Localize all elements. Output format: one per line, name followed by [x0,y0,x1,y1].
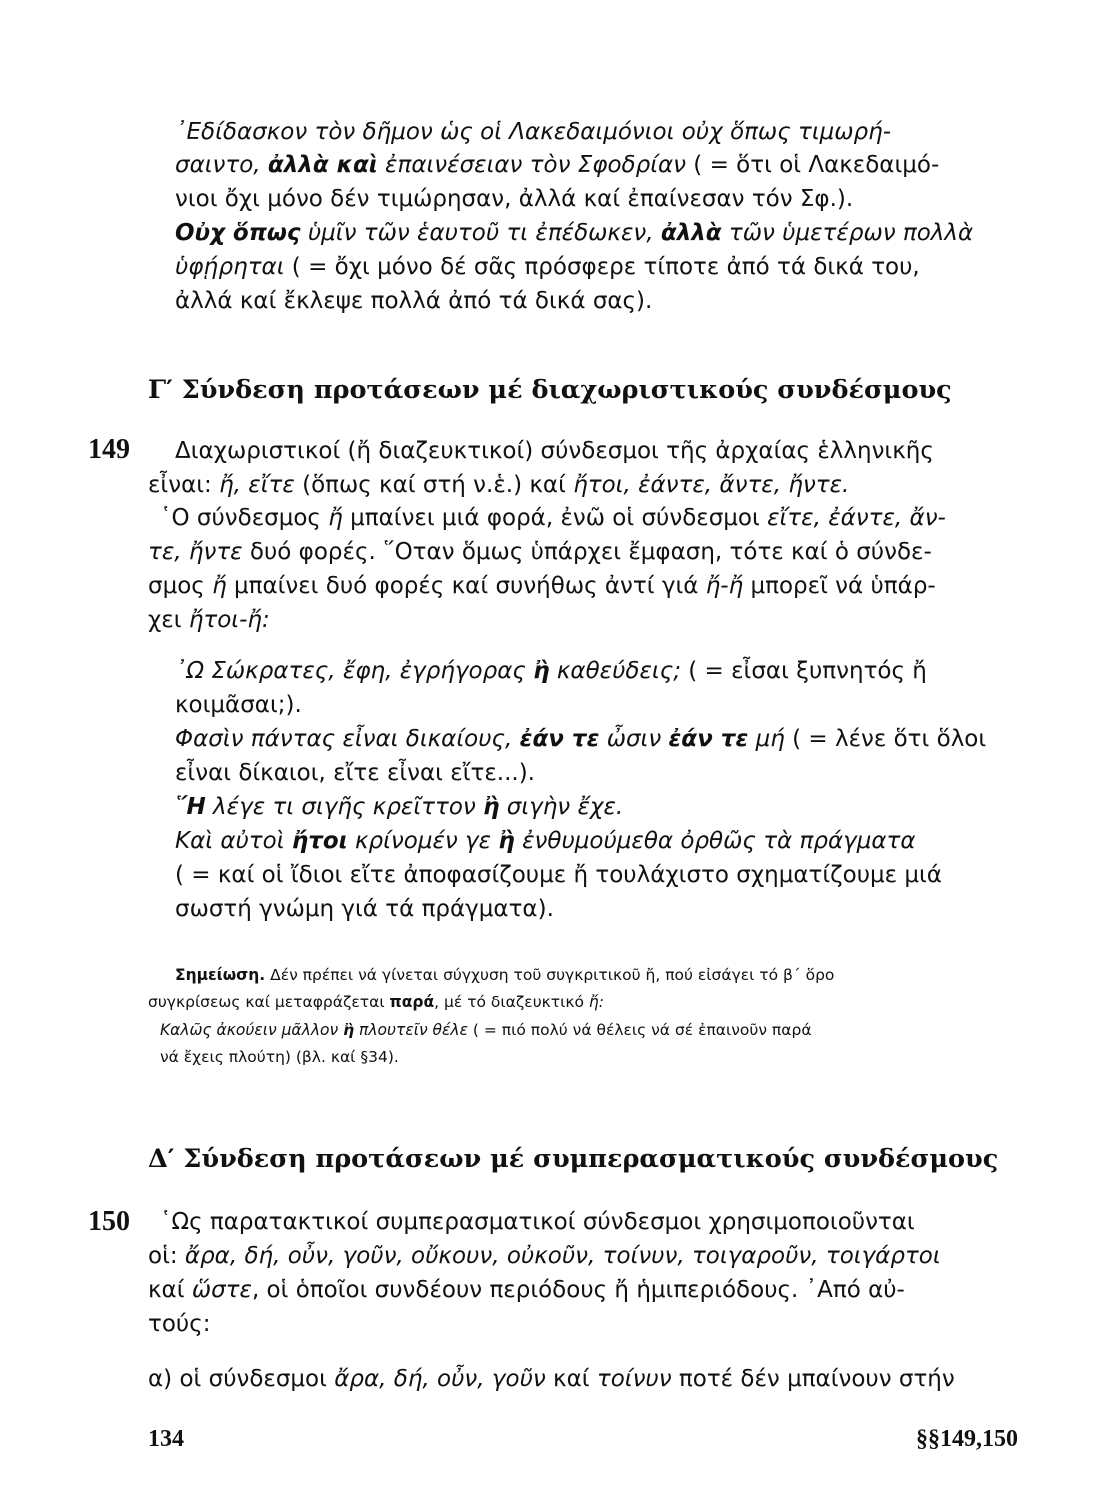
note-greek: ἤ: [588,993,604,1011]
text-line [175,117,891,147]
text-line [148,470,849,500]
paragraph-text: εἶναι: [148,472,220,498]
paragraph-text: , οἱ ὁποῖοι συνδέουν περιόδους ἤ ἡμιπεριόδους. ᾿Από αὐ- [251,1277,905,1303]
paragraph-text: μπορεῖ νά ὑπάρ- [743,573,936,599]
greek-example: τῶν ὑμετέρων πολλὰ [721,220,974,246]
translation: ἀλλά καί ἔκλεψε πολλά ἀπό τά δικά σας). [175,288,653,314]
paragraph-text: τούς: [148,1311,211,1337]
note-text: Δέν πρέπει νά γίνεται σύγχυση τοῦ συγκριτικοῦ ἤ, πού εἰσάγει τό β΄ ὅρο [265,966,835,984]
greek-term: εἴτε, ἐάντε, ἄν- [767,505,946,531]
greek-term: ἤ [212,573,227,599]
greek-example: Φασὶν πάντας εἶναι δικαίους, [175,726,520,752]
text-line [148,571,936,601]
note-emphasis: παρά [389,993,435,1011]
paragraph-text: χει [148,607,189,633]
text-line [160,503,946,533]
translation: νιοι ὄχι μόνο δέν τιμώρησαν, ἀλλά καί ἐπαίνεσαν τόν Σφ.). [175,186,854,212]
text-line [148,1241,941,1271]
text-line [148,537,932,567]
text-line [160,1207,915,1237]
translation: ( = καί οἱ ἴδιοι εἴτε ἀποφασίζουμε ἤ τουλάχιστο σχηματίζουμε μιά [175,862,942,888]
greek-term: ἤ-ἤ [705,573,744,599]
paragraph-text: καί [148,1277,192,1303]
note-label: Σημείωση. [175,966,266,984]
text-line [175,218,973,248]
paragraph-text: α) οἱ σύνδεσμοι [148,1366,335,1392]
paragraph-text: μπαίνει δυό φορές καί συνήθως ἀντί γιά [226,573,706,599]
emphasis: ῞Η [175,794,206,820]
paragraph-text: Διαχωριστικοί (ἤ διαζευκτικοί) σύνδεσμοι τῆς ἀρχαίας ἑλληνικῆς [175,438,934,464]
text-line [175,826,916,856]
greek-term: ὥστε [191,1277,252,1303]
section-number: 149 [88,434,130,465]
section-heading: Γ′ Σύνδεση προτάσεων μέ διαχωριστικούς συνδέσμους [148,375,952,405]
text-line [175,758,535,788]
greek-example: ᾿Ω Σώκρατες, ἔφη, ἐγρήγορας [175,658,534,684]
translation: ( = ὅτι οἱ Λακεδαιμό- [686,152,940,178]
note-text: , μέ τό διαζευκτικό [434,993,589,1011]
text-line [148,605,270,635]
greek-example: σαιντο, [175,152,268,178]
translation: σωστή γνώμη γιά τά πράγματα). [175,896,554,922]
note-line [160,1046,399,1068]
greek-example: μή [748,726,785,752]
emphasis: ἀλλὰ καὶ [267,152,378,178]
text-line [175,656,927,686]
paragraph-text: μπαίνει μιά φορά, ἐνῶ οἱ σύνδεσμοι [342,505,768,531]
text-line [175,860,942,890]
emphasis: Οὐχ ὅπως [175,220,301,246]
greek-example: ἐνθυμούμεθα ὀρθῶς τὰ πράγματα [514,828,916,854]
text-line [175,792,623,822]
paragraph-text: σμος [148,573,213,599]
emphasis: ἤτοι [291,828,348,854]
text-line [175,286,652,316]
translation: ( = ὄχι μόνο δέ σᾶς πρόσφερε τίποτε ἀπό τά δικά του, [284,254,920,280]
section-heading: Δ′ Σύνδεση προτάσεων μέ συμπερασματικούς συνδέσμους [148,1144,999,1174]
greek-example: λέγε τι σιγῆς κρεῖττον [205,794,484,820]
greek-term: ἄρα, δή, οὖν, γοῦν, οὔκουν, οὐκοῦν, τοίνυν, τοιγαροῦν, τοιγάρτοι [184,1243,941,1269]
text-line [148,1275,905,1305]
paragraph-text: καί [545,1366,597,1392]
emphasis: ἀλλὰ [660,220,722,246]
greek-example: ὑφῄρηται [175,254,285,280]
greek-example: ἐπαινέσειαν τὸν Σφοδρίαν [377,152,686,178]
text-line [175,150,939,180]
translation: εἶναι δίκαιοι, εἴτε εἶναι εἴτε...). [175,760,535,786]
greek-term: ἄρα, δή, οὖν, γοῦν [334,1366,546,1392]
greek-example: σιγὴν ἔχε. [499,794,624,820]
translation: ( = εἶσαι ξυπνητός ἤ [680,658,927,684]
greek-term: τε, ἤντε [148,539,243,565]
text-line [175,894,554,924]
note-line [148,991,604,1013]
greek-term: ἤτοι, ἐάντε, ἄντε, ἤντε. [573,472,850,498]
note-text: νά ἔχεις πλούτη) (βλ. καί §34). [160,1048,399,1066]
translation: κοιμᾶσαι;). [175,692,302,718]
note-text: ( = πιό πολύ νά θέλεις νά σέ ἐπαινοῦν παρά [467,1021,812,1039]
note-emphasis: ἢ [343,1021,355,1039]
greek-example: καθεύδεις; [549,658,681,684]
greek-term: τοίνυν [596,1366,672,1392]
text-line [175,184,853,214]
emphasis: ἢ [483,794,500,820]
note-text: συγκρίσεως καί μεταφράζεται [148,993,390,1011]
note-line [160,1019,812,1041]
note-greek: Καλῶς ἀκούειν μᾶλλον [160,1021,344,1039]
text-line [175,252,920,282]
emphasis: ἐάν τε [668,726,749,752]
paragraph-text: ῾Ως παρατακτικοί συμπερασματικοί σύνδεσμοι χρησιμοποιοῦνται [160,1209,915,1235]
paragraph-text: (ὅπως καί στή ν.ἑ.) καί [294,472,574,498]
section-reference: §§149,150 [916,1426,1018,1452]
text-line [175,690,302,720]
text-line [148,1364,955,1394]
greek-example: Καὶ αὐτοὶ [175,828,292,854]
text-line [175,436,934,466]
greek-example: ὑμῖν τῶν ἑαυτοῦ τι ἐπέδωκεν, [300,220,661,246]
paragraph-text: ποτέ δέν μπαίνουν στήν [671,1366,955,1392]
greek-term: ἤ, εἴτε [219,472,295,498]
emphasis: ἢ [533,658,550,684]
paragraph-text: δυό φορές. ῞Οταν ὅμως ὑπάρχει ἔμφαση, τότε καί ὁ σύνδε- [242,539,932,565]
emphasis: ἐάν τε [519,726,600,752]
note-line [175,964,834,986]
text-line [175,724,986,754]
greek-term: ἤτοι-ἤ: [188,607,270,633]
paragraph-text: οἱ: [148,1243,185,1269]
greek-example: ᾿Εδίδασκον τὸν δῆμον ὡς οἱ Λακεδαιμόνιοι οὐχ ὅπως τιμωρή- [175,119,891,145]
page-number: 134 [148,1426,184,1452]
emphasis: ἢ [498,828,515,854]
paragraph-text: ῾Ο σύνδεσμος [160,505,329,531]
note-greek: πλουτεῖν θέλε [354,1021,468,1039]
greek-example: ὦσιν [599,726,669,752]
greek-example: κρίνομέν γε [347,828,499,854]
text-line [148,1309,210,1339]
greek-term: ἤ [328,505,343,531]
translation: ( = λένε ὅτι ὅλοι [784,726,987,752]
section-number: 150 [88,1206,130,1237]
